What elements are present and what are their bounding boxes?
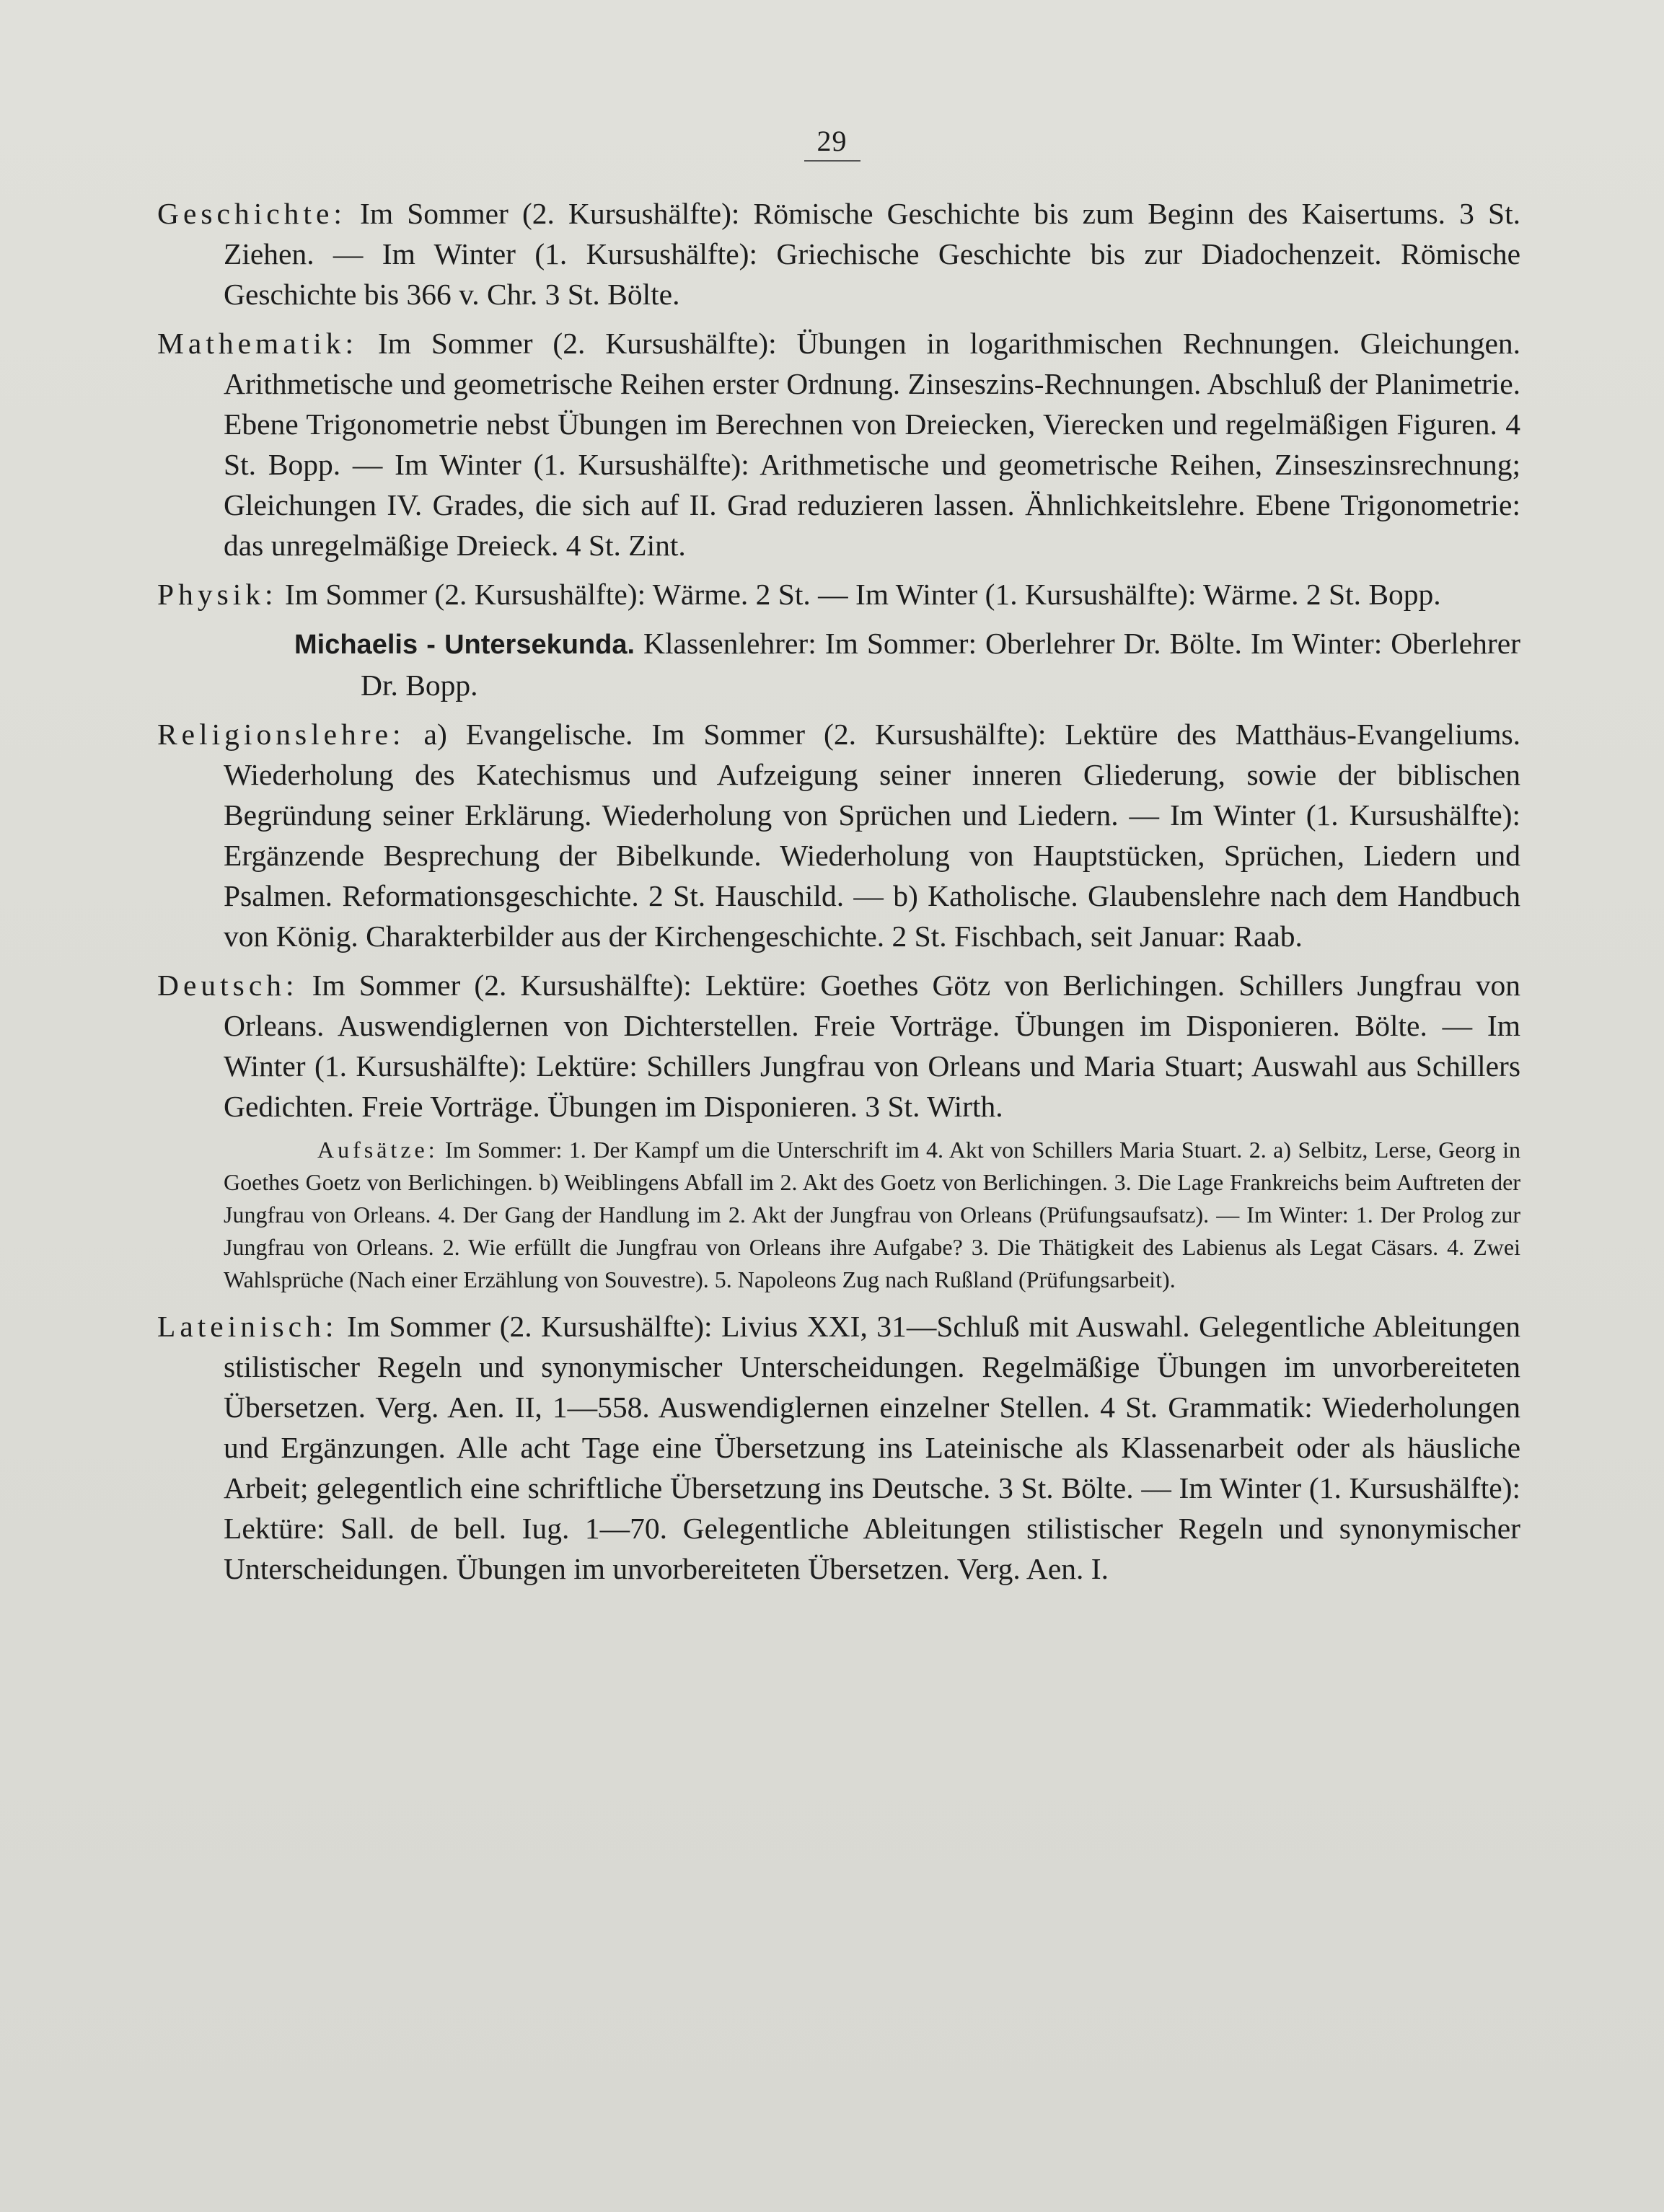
- essays-block: [157, 1134, 1520, 1296]
- class-heading: [157, 623, 1520, 705]
- page-number: 29: [0, 124, 1664, 158]
- subject-label: Geschichte:: [157, 197, 346, 230]
- section-deutsch: [157, 965, 1520, 1127]
- section-geschichte: [157, 193, 1520, 314]
- subject-label: Physik:: [157, 578, 278, 611]
- subject-label: Deutsch:: [157, 969, 299, 1002]
- subject-label: Religionslehre:: [157, 718, 405, 751]
- section-mathematik: [157, 323, 1520, 565]
- subject-label: Lateinisch:: [157, 1310, 338, 1343]
- section-text: Im Sommer (2. Kursushälfte): Römische Geschichte bis zum Beginn des Kaisertums. 3 St. Ziehen. — Im Winter (1. Kursushälfte): Griechische Geschichte bis zur Diadochenzeit. Römische Geschichte bis 366 v. Chr. 3 St. Bölte.: [224, 197, 1520, 311]
- essays-text: Im Sommer: 1. Der Kampf um die Unterschrift im 4. Akt von Schillers Maria Stuart. 2. a) Selbitz, Lerse, Georg in Goethes Goetz von Berlichingen. b) Weiblingens Abfall im 2. Akt des Goetz von Berlichingen. 3. Die Lage Frankreichs beim Auftreten der Jungfrau von Orleans. 4. Der Gang der Handlung im 2. Akt der Jungfrau von Orleans (Prüfungsaufsatz). — Im Winter: 1. Der Prolog zur Jungfrau von Orleans. 2. Wie erfüllt die Jungfrau von Orleans ihre Aufgabe? 3. Die Thätigkeit des Labienus als Legat Cäsars. 4. Zwei Wahlsprüche (Nach einer Erzählung von Souvestre). 5. Napoleons Zug nach Rußland (Prüfungsarbeit).: [224, 1137, 1520, 1292]
- page-body: [157, 193, 1520, 1598]
- section-religionslehre: [157, 714, 1520, 956]
- subject-label: Mathematik:: [157, 327, 358, 360]
- section-text: Im Sommer (2. Kursushälfte): Wärme. 2 St. — Im Winter (1. Kursushälfte): Wärme. 2 St. Bopp.: [277, 578, 1441, 611]
- section-text: Im Sommer (2. Kursushälfte): Lektüre: Goethes Götz von Berlichingen. Schillers Jungfrau von Orleans. Auswendiglernen von Dichterstellen. Freie Vorträge. Übungen im Disponieren. Bölte. — Im Winter (1. Kursushälfte): Lektüre: Schillers Jungfrau von Orleans und Maria Stuart; Auswahl aus Schillers Gedichten. Freie Vorträge. Übungen im Disponieren. 3 St. Wirth.: [224, 969, 1520, 1123]
- section-text: Im Sommer (2. Kursushälfte): Livius XXI, 31—Schluß mit Auswahl. Gelegentliche Ableitungen stilistischer Regeln und synonymischer Unterscheidungen. Regelmäßige Übungen im unvorbereiteten Übersetzen. Verg. Aen. II, 1—558. Auswendiglernen einzelner Stellen. 4 St. Grammatik: Wiederholungen und Ergänzungen. Alle acht Tage eine Übersetzung ins Lateinische als Klassenarbeit oder als häusliche Arbeit; gelegentlich eine schriftliche Übersetzung ins Deutsche. 3 St. Bölte. — Im Winter (1. Kursushälfte): Lektüre: Sall. de bell. Iug. 1—70. Gelegentliche Ableitungen stilistischer Regeln und synonymischer Unterscheidungen. Übungen im unvorbereiteten Übersetzen. Verg. Aen. I.: [224, 1310, 1520, 1585]
- section-physik: [157, 574, 1520, 614]
- section-text: a) Evangelische. Im Sommer (2. Kursushälfte): Lektüre des Matthäus-Evangeliums. Wiederholung des Katechismus und Aufzeigung seiner inneren Gliederung, sowie der biblischen Begründung seiner Erklärung. Wiederholung von Sprüchen und Liedern. — Im Winter (1. Kursushälfte): Ergänzende Besprechung der Bibelkunde. Wiederholung von Hauptstücken, Sprüchen, Liedern und Psalmen. Reformationsgeschichte. 2 St. Hauschild. — b) Katholische. Glaubenslehre nach dem Handbuch von König. Charakterbilder aus der Kirchengeschichte. 2 St. Fischbach, seit Januar: Raab.: [224, 718, 1520, 953]
- class-name: Michaelis - Untersekunda.: [294, 630, 635, 660]
- class-teacher-text: Klassenlehrer: Im Sommer: Oberlehrer Dr. Bölte. Im Winter: Oberlehrer Dr. Bopp.: [361, 627, 1520, 702]
- section-lateinisch: [157, 1306, 1520, 1589]
- essays-label: Aufsätze:: [317, 1137, 439, 1163]
- section-text: Im Sommer (2. Kursushälfte): Übungen in logarithmischen Rechnungen. Gleichungen. Arithmetische und geometrische Reihen erster Ordnung. Zinseszins-Rechnungen. Abschluß der Planimetrie. Ebene Trigonometrie nebst Übungen im Berechnen von Dreiecken, Vierecken und regelmäßigen Figuren. 4 St. Bopp. — Im Winter (1. Kursushälfte): Arithmetische und geometrische Reihen, Zinseszinsrechnung; Gleichungen IV. Grades, die sich auf II. Grad reduzieren lassen. Ähnlichkeitslehre. Ebene Trigonometrie: das unregelmäßige Dreieck. 4 St. Zint.: [224, 327, 1520, 562]
